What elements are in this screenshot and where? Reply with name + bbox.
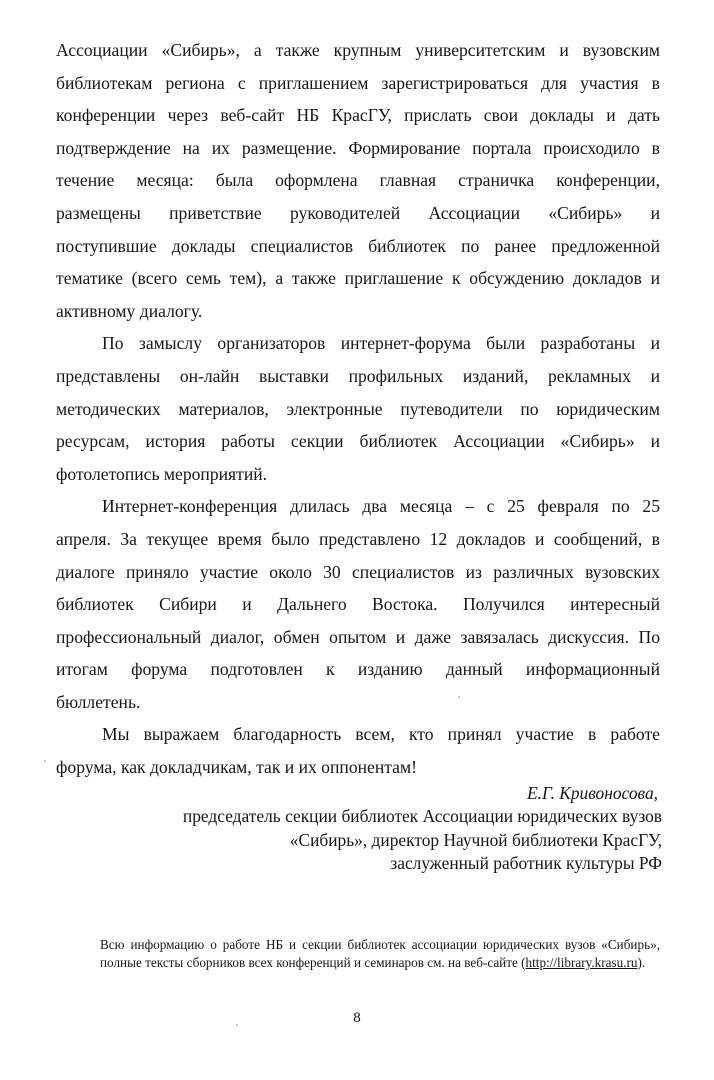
text-line: Ассоциации «Сибирь», а также крупным университетским и вузовским (56, 40, 660, 60)
text-line: диалоге приняло участие около 30 специалистов из различных вузовских (56, 561, 660, 582)
text-line: библиотекам региона с приглашением зарегистрироваться для участия в (56, 72, 660, 93)
text-line: Интернет-конференция длилась два месяца – с 25 февраля по 25 (102, 496, 660, 517)
text-line: профессиональный диалог, обмен опытом и даже завязалась дискуссия. По (56, 626, 660, 647)
paragraph-3 (56, 490, 660, 718)
footnote-text-end: ). (637, 955, 646, 970)
text-line: методических материалов, электронные путеводители по юридическим (56, 398, 660, 419)
text-line: ресурсам, история работы секции библиотек Ассоциации «Сибирь» и (56, 431, 660, 452)
text-line: подтверждение на их размещение. Формирование портала происходило в (56, 137, 660, 158)
text-line: размещены приветствие руководителей Ассоциации «Сибирь» и (56, 202, 660, 223)
footnote (100, 936, 660, 972)
signature-line: «Сибирь», директор Научной библиотеки КрасГУ, (289, 829, 662, 850)
text-line: бюллетень. (56, 691, 141, 712)
page-number: 8 (353, 1010, 361, 1026)
scan-speck (458, 696, 460, 698)
text-line: итогам форума подготовлен к изданию данный информационный (56, 659, 660, 680)
footnote-url-link[interactable]: http://library.krasu.ru (525, 955, 638, 970)
body-text (56, 34, 660, 784)
text-line: конференции через веб-сайт НБ КрасГУ, прислать свои доклады и дать (56, 105, 660, 126)
signature-name: Е.Г. Кривоносова, (527, 783, 658, 803)
text-line: фотолетопись мероприятий. (56, 463, 268, 484)
footnote-text: Всю информацию о работе НБ и секции библиотек ассоциации юридических вузов «Сибирь», полные тексты сборников всех конференций и семинаров см. на веб-сайте ( (100, 937, 660, 970)
text-line: апреля. За текущее время было представлено 12 докладов и сообщений, в (56, 528, 660, 549)
scan-speck (44, 760, 46, 762)
signature-line: заслуженный работник культуры РФ (390, 853, 662, 874)
paragraph-4 (56, 718, 660, 783)
paragraph-1 (56, 34, 660, 327)
signature-block (56, 782, 662, 876)
text-line: Мы выражаем благодарность всем, кто принял участие в работе (102, 724, 660, 745)
text-line: активному диалогу. (56, 300, 203, 321)
text-line: По замыслу организаторов интернет-форума были разработаны и (102, 333, 660, 354)
signature-line: председатель секции библиотек Ассоциации юридических вузов (182, 806, 662, 827)
text-line: форума, как докладчикам, так и их оппонентам! (56, 757, 417, 778)
text-line: тематике (всего семь тем), а также приглашение к обсуждению докладов и (56, 268, 660, 289)
text-line: поступившие доклады специалистов библиотек по ранее предложенной (56, 235, 660, 256)
paragraph-2 (56, 327, 660, 490)
text-line: течение месяца: была оформлена главная страничка конференции, (56, 170, 660, 191)
text-line: библиотек Сибири и Дальнего Востока. Получился интересный (56, 594, 660, 615)
scan-speck (236, 1024, 238, 1026)
text-line: представлены он-лайн выставки профильных изданий, рекламных и (56, 365, 660, 386)
